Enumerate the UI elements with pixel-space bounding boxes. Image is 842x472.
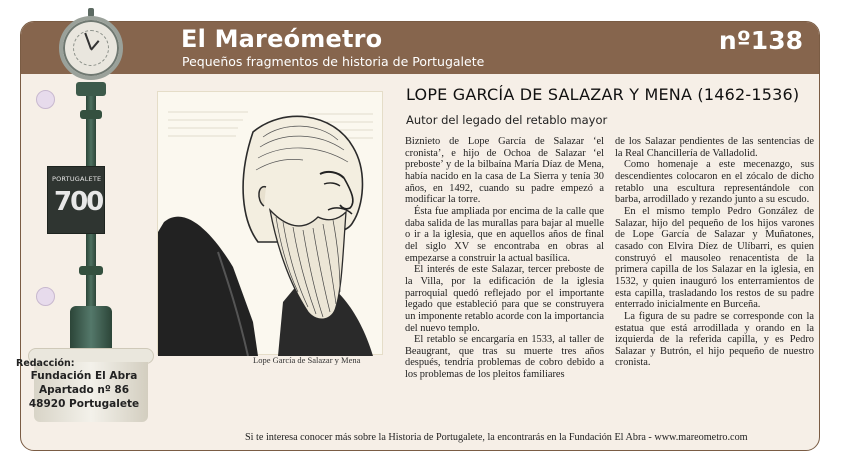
credits-line: Fundación El Abra [30,370,138,382]
article-paragraph: El retablo se encargaría en 1533, al taller de Beaugrant, que tras su muerte tres años después, tendría problemas de cobro debido a los problemas de los pleitos familiares [405,334,604,381]
credits-line: Apartado nº 86 [38,384,130,396]
footer-note: Si te interesa conocer más sobre la Historia de Portugalete, la encontrarás en la Fundación El Abra - www.mareometro.com [245,432,748,443]
article-paragraph: Como homenaje a este mecenazgo, sus descendientes colocaron en el zócalo de dicho retablo una escultura representándole con barba, arrodillado y rezando junto a su escudo. [615,159,814,206]
article-paragraph: de los Salazar pendientes de las sentencias de la Real Chancillería de Valladolid. [615,136,814,159]
article-paragraph: Biznieto de Lope García de Salazar ‘el cronista’, e hijo de Ochoa de Salazar ‘el preboste’ y de la bilbaína María Díaz de Mena, había nacido en la casa de La Sierra y tenía 30 años, en 1492, cuando su padre empezó a modificar la torre. [405,136,604,206]
article-paragraph: En el mismo templo Pedro González de Salazar, hijo del pequeño de los hijos varones de Lope García de Salazar y Muñatones, casado con Elvira Díez de Ulíbarri, es quien construyó el mausoleo renacentista de la primera capilla de los Salazar en la iglesia, en 1532, y quien inauguró los enterramientos de esta capilla, trasladando los restos de su padre enterrado inicialmente en Burceña. [615,205,814,311]
portrait-caption: Lope García de Salazar y Mena [253,355,361,365]
post-ring [79,266,103,275]
post-ring [80,110,102,119]
sign-number: 700 [54,187,103,217]
sign-label: PORTUGALETE [52,175,102,183]
article-subtitle: Autor del legado del retablo mayor [406,113,608,127]
article-title: LOPE GARCÍA DE SALAZAR Y MENA (1462-1536) [406,85,800,104]
credits-label: Redacción: [16,358,75,369]
portrait-illustration [157,91,383,355]
article-column-1 [405,136,604,381]
article-paragraph: Ésta fue ampliada por encima de la calle que daba salida de las murallas para bajar al muelle o ir a la iglesia, que en aquellos años de final del siglo XV se encontraba en obras al empezarse a construir la actual basílica. [405,205,604,264]
issue-number: nº138 [718,26,803,55]
editorial-credits [14,358,154,411]
clock-icon [59,16,123,80]
masthead-subtitle: Pequeños fragmentos de historia de Portugalete [182,54,485,69]
article-paragraph: La figura de su padre se corresponde con la estatua que está arrodillada y orando en la izquierda de la referida capilla, y es Pedro Salazar y Butrón, el hijo pequeño de nuestro cronista. [615,310,814,369]
masthead-title: El Mareómetro [181,25,383,53]
portrait-engraving [158,92,384,356]
portugalete-700-logo [47,166,105,234]
post-base [70,306,112,350]
credits-line: 48920 Portugalete [28,398,140,410]
post-collar [76,82,106,96]
article-paragraph: El interés de este Salazar, tercer preboste de la Villa, por la edificación de la iglesia parroquial quedó reflejado por el importante legado que estableció para que se construyera un imponente retablo acorde con la importancia del nuevo templo. [405,264,604,334]
article-column-2 [615,136,814,369]
